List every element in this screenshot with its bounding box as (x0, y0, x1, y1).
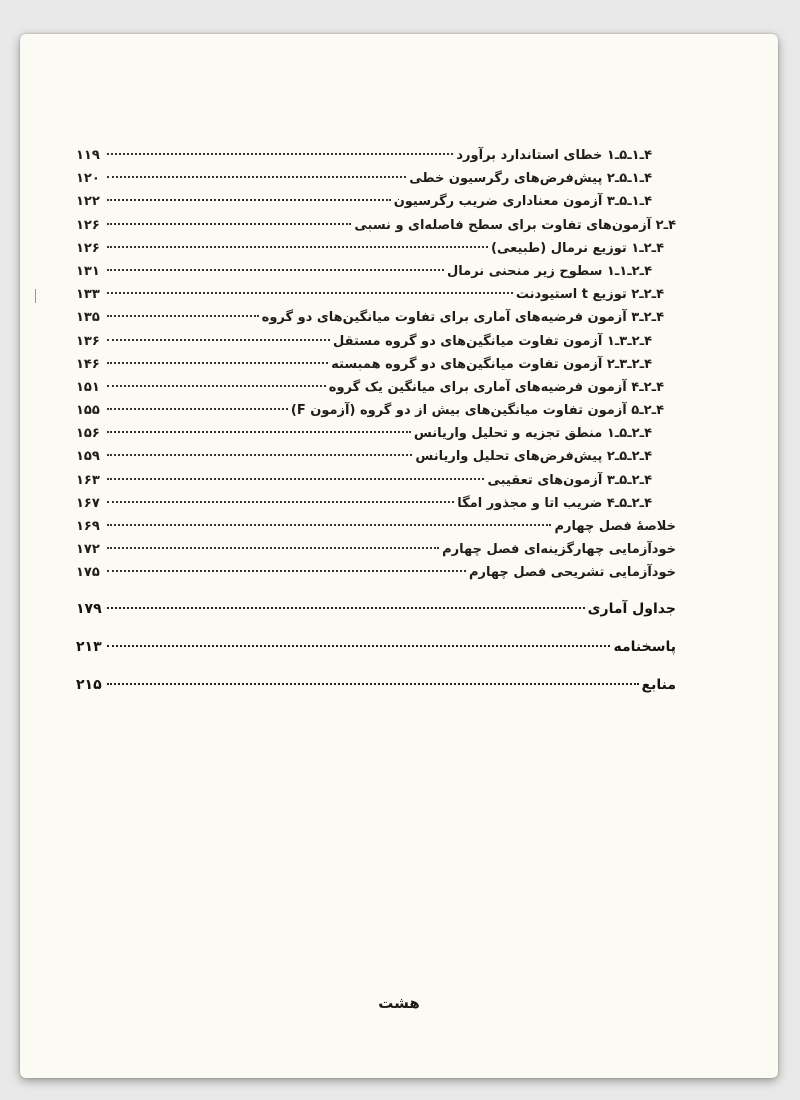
toc-entry-page: ۱۶۳ (76, 472, 100, 488)
toc-entry-title: خودآزمایی چهارگزینه‌ای فصل چهارم (442, 542, 676, 558)
dot-leader (107, 645, 610, 647)
toc-entry-page: ۱۳۵ (76, 310, 100, 326)
toc-row (76, 542, 676, 565)
dot-leader (107, 570, 466, 572)
toc-entry-page: ۱۷۲ (76, 542, 100, 558)
toc-major-row (76, 639, 676, 677)
dot-leader (107, 223, 351, 225)
page-number-footer: هشت (378, 994, 420, 1012)
toc-entry-title: ۴ـ۲ آزمون‌های تفاوت برای سطح فاصله‌ای و نسبی (354, 217, 676, 233)
toc-entry-title: خلاصهٔ فصل چهارم (554, 519, 676, 534)
toc-entry-title: ۴ـ۱ـ۵ـ۳ آزمون معناداری ضریب رگرسیون (393, 194, 652, 210)
toc-entry-page: ۱۳۳ (76, 287, 100, 303)
toc-entry-title: ۴ـ۲ـ۳ آزمون فرضیه‌های آماری برای تفاوت میانگین‌های دو گروه (261, 310, 664, 326)
toc-entry-title: ۴ـ۲ـ۵ـ۳ آزمون‌های تعقیبی (487, 472, 652, 488)
toc-entry-title: ۴ـ۲ـ۵ آزمون تفاوت میانگین‌های بیش از دو گروه (آزمون F) (290, 403, 664, 419)
toc-row (76, 171, 676, 194)
dot-leader (107, 683, 639, 685)
toc-entry-page: ۱۵۶ (76, 426, 100, 442)
toc-entry-title: ۴ـ۱ـ۵ـ۲ پیش‌فرض‌های رگرسیون خطی (409, 171, 652, 187)
toc-entry-title: خودآزمایی تشریحی فصل چهارم (468, 565, 676, 581)
dot-leader (107, 454, 412, 456)
toc-row (76, 380, 676, 403)
toc-row (76, 334, 676, 357)
dot-leader (107, 501, 454, 503)
toc-row (76, 194, 676, 217)
toc-major-row (76, 601, 676, 639)
dot-leader (107, 315, 259, 317)
toc-row (76, 426, 676, 449)
toc-row (76, 241, 676, 264)
toc-entry-page: ۱۳۶ (76, 333, 100, 349)
toc-row (76, 357, 676, 380)
toc-entry-title: ۴ـ۲ـ۵ـ۱ منطق تجزیه و تحلیل واریانس (413, 426, 652, 442)
toc-major-title: پاسخنامه (613, 638, 676, 655)
toc-entries (76, 148, 676, 589)
dot-leader (107, 269, 444, 271)
dot-leader (107, 408, 288, 410)
toc-row (76, 449, 676, 472)
toc-major-title: جداول آماری (587, 600, 676, 617)
toc-entry-page: ۱۷۵ (76, 565, 100, 581)
toc-entry-page: ۱۵۹ (76, 449, 100, 465)
dot-leader (107, 431, 411, 433)
toc-row (76, 148, 676, 171)
margin-mark (35, 289, 36, 303)
toc-entry-title: ۴ـ۲ـ۳ـ۲ آزمون تفاوت میانگین‌های دو گروه همبسته (331, 356, 652, 372)
toc-entry-page: ۱۶۹ (76, 519, 100, 534)
toc-row (76, 264, 676, 287)
toc-row (76, 403, 676, 426)
toc-entry-page: ۱۲۲ (76, 194, 100, 210)
dot-leader (107, 607, 585, 609)
toc-entry-page: ۱۵۱ (76, 379, 100, 395)
toc-entry-page: ۱۲۰ (76, 171, 100, 187)
toc-entry-title: ۴ـ۲ـ۱ـ۱ سطوح زیر منحنی نرمال (447, 263, 652, 279)
toc-entry-title: ۴ـ۲ـ۳ـ۱ آزمون تفاوت میانگین‌های دو گروه مستقل (333, 333, 652, 349)
dot-leader (107, 246, 488, 248)
toc-row (76, 218, 676, 241)
toc-entry-title: ۴ـ۲ـ۴ آزمون فرضیه‌های آماری برای میانگین یک گروه (328, 379, 664, 395)
toc-entry-page: ۱۲۶ (76, 217, 100, 233)
dot-leader (107, 524, 551, 526)
toc-major-entries (76, 601, 676, 715)
toc-major-title: منابع (641, 676, 676, 693)
toc-row (76, 310, 676, 333)
dot-leader (107, 199, 391, 201)
toc-row (76, 565, 676, 588)
toc-entry-title: ۴ـ۲ـ۱ توزیع نرمال (طبیعی) (491, 240, 664, 256)
toc-entry-title: ۴ـ۲ـ۵ـ۲ پیش‌فرض‌های تحلیل واریانس (415, 449, 652, 465)
dot-leader (107, 292, 513, 294)
toc-major-page: ۲۱۵ (76, 676, 102, 693)
toc-row (76, 519, 676, 542)
toc-row (76, 287, 676, 310)
toc-entry-title: ۴ـ۲ـ۲ توزیع t استیودنت (515, 287, 664, 303)
toc-row (76, 473, 676, 496)
dot-leader (107, 362, 328, 364)
document-page (20, 34, 778, 1078)
dot-leader (107, 176, 406, 178)
toc-major-row (76, 677, 676, 715)
table-of-contents (76, 148, 676, 715)
dot-leader (107, 153, 453, 155)
toc-entry-page: ۱۲۶ (76, 240, 100, 256)
dot-leader (107, 547, 439, 549)
dot-leader (107, 478, 484, 480)
toc-entry-page: ۱۶۷ (76, 495, 100, 511)
dot-leader (107, 385, 326, 387)
dot-leader (107, 339, 330, 341)
toc-entry-page: ۱۳۱ (76, 263, 100, 279)
toc-major-page: ۱۷۹ (76, 600, 102, 617)
toc-entry-title: ۴ـ۲ـ۵ـ۴ ضریب اتا و مجذور امگا (457, 495, 652, 511)
toc-entry-page: ۱۴۶ (76, 356, 100, 372)
toc-row (76, 496, 676, 519)
toc-major-page: ۲۱۳ (76, 638, 102, 655)
toc-entry-page: ۱۵۵ (76, 403, 100, 419)
toc-entry-page: ۱۱۹ (76, 148, 100, 163)
toc-entry-title: ۴ـ۱ـ۵ـ۱ خطای استاندارد برآورد (456, 148, 652, 163)
